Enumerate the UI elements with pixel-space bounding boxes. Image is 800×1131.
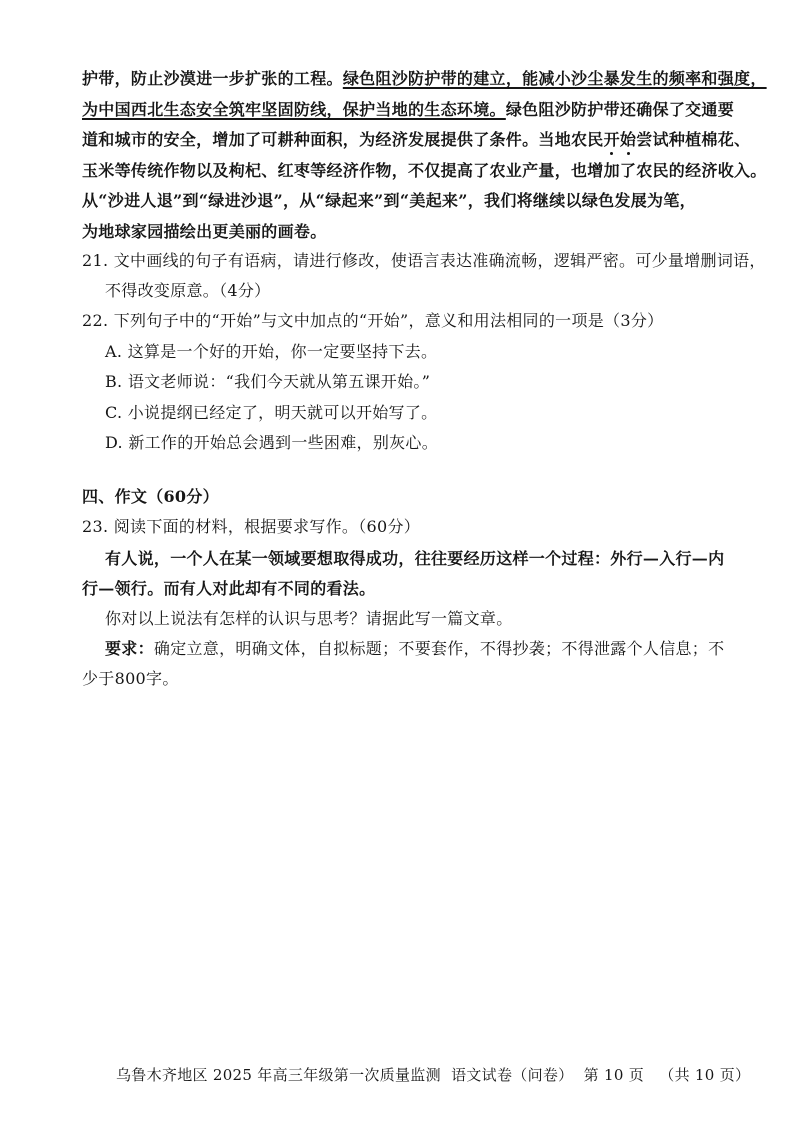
underlined-sentence-part-1: 绿色阻沙防护带的建立，能减小沙尘暴发生的频率和强度， bbox=[342, 69, 767, 88]
requirements-text: 确定立意，明确文体，自拟标题；不要套作，不得抄袭；不得泄露个人信息；不 bbox=[153, 639, 725, 658]
passage-line-2 bbox=[82, 99, 734, 121]
question-22-stem: 22. 下列句子中的“开始”与文中加点的“开始”，意义和用法相同的一项是（3分） bbox=[82, 311, 664, 330]
passage-line-6 bbox=[82, 221, 327, 243]
passage-text: 为地球家园描绘出更美丽的画卷。 bbox=[82, 222, 327, 241]
passage-text: 道和城市的安全，增加了可耕种面积，为经济发展提供了条件。当地农民开始尝试种植棉花、 bbox=[82, 130, 751, 149]
passage-line-4 bbox=[82, 160, 767, 182]
question-21-line-2: 不得改变原意。（4分） bbox=[105, 281, 271, 300]
passage-text: 护带，防止沙漠进一步扩张的工程。 bbox=[82, 69, 343, 88]
emphasis-char: 开 bbox=[603, 130, 620, 149]
question-23-stem: 23. 阅读下面的材料，根据要求写作。（60分） bbox=[82, 517, 421, 536]
requirements-line-2: 少于800字。 bbox=[82, 669, 179, 688]
section-heading: 四、作文（60分） bbox=[82, 487, 219, 506]
emphasis-char: 始 bbox=[619, 130, 637, 149]
page-footer bbox=[116, 1064, 750, 1086]
option-d: D. 新工作的开始总会遇到一些困难，别灰心。 bbox=[105, 433, 439, 452]
requirements-label: 要求： bbox=[105, 639, 154, 658]
footer-exam-title: 乌鲁木齐地区 2025 年高三年级第一次质量监测 bbox=[116, 1066, 441, 1084]
footer-total-pages: （共 10 页） bbox=[659, 1066, 751, 1084]
passage-text: 玉米等传统作物以及枸杞、红枣等经济作物，不仅提高了农业产量，也增加了农民的经济收入。 bbox=[82, 161, 767, 180]
passage-line-3 bbox=[82, 129, 750, 151]
question-21-line-1: 21. 文中画线的句子有语病，请进行修改，使语言表达准确流畅，逻辑严密。可少量增删词语， bbox=[82, 251, 766, 270]
material-line-2: 行—领行。而有人对此却有不同的看法。 bbox=[82, 579, 376, 598]
passage-text: 从“沙进人退”到“绿进沙退”，从“绿起来”到“美起来”，我们将继续以绿色发展为笔， bbox=[82, 191, 696, 210]
requirements-line-1 bbox=[105, 638, 724, 660]
material-line-1: 有人说，一个人在某一领域要想取得成功，往往要经历这样一个过程：外行—入行—内 bbox=[105, 549, 725, 568]
option-a: A. 这算是一个好的开始，你一定要坚持下去。 bbox=[105, 342, 438, 361]
passage-line-5 bbox=[82, 190, 696, 212]
writing-prompt: 你对以上说法有怎样的认识与思考？请据此写一篇文章。 bbox=[105, 609, 513, 628]
option-c: C. 小说提纲已经定了，明天就可以开始写了。 bbox=[105, 403, 438, 422]
underlined-sentence-part-2: 为中国西北生态安全筑牢坚固防线，保护当地的生态环境。 bbox=[82, 100, 506, 119]
footer-page-number: 第 10 页 bbox=[583, 1066, 645, 1084]
option-b: B. 语文老师说：“我们今天就从第五课开始。” bbox=[105, 372, 431, 391]
passage-text: 绿色阻沙防护带还确保了交通要 bbox=[505, 100, 735, 119]
passage-line-1 bbox=[82, 68, 767, 90]
footer-subject: 语文试卷（问卷） bbox=[451, 1066, 574, 1084]
